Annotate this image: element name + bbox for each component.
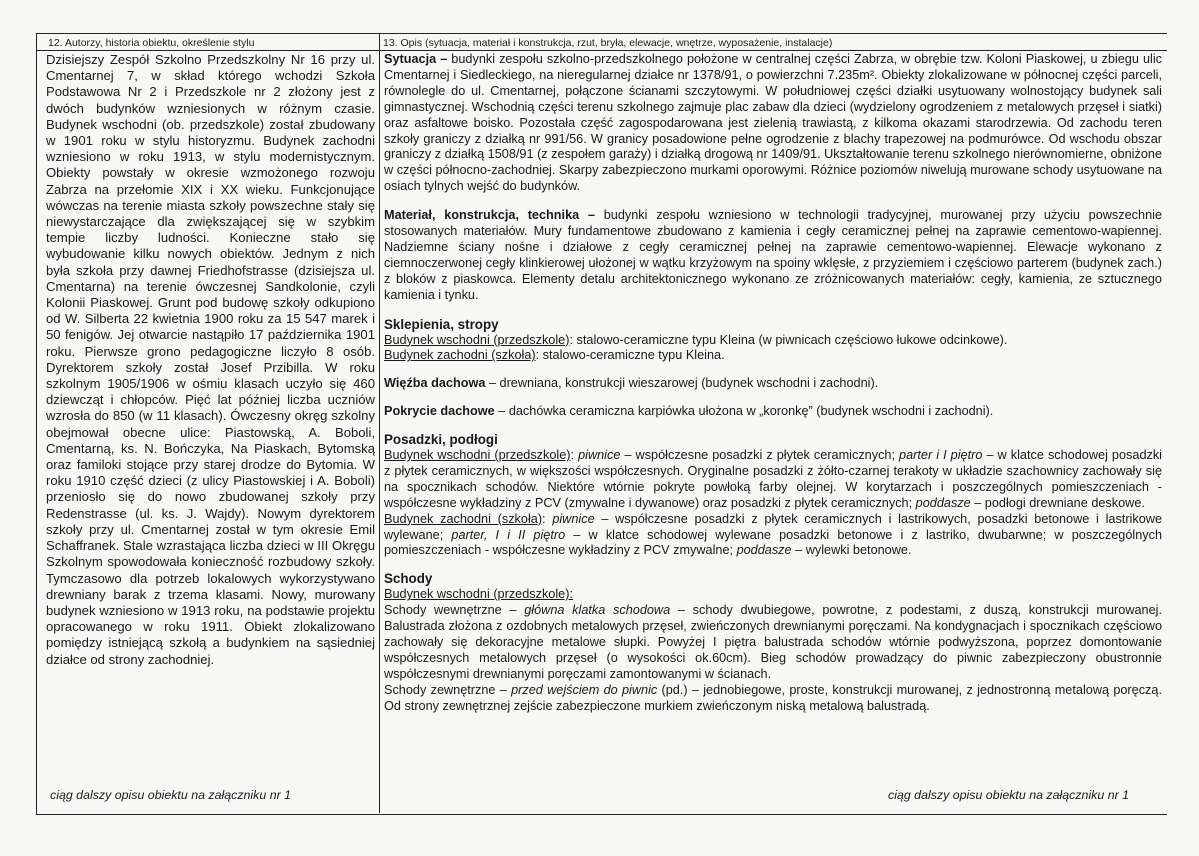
schody-east-label: Budynek wschodni (przedszkole):: [384, 587, 573, 602]
schody-external-i1: przed wejściem do piwnic: [511, 682, 658, 697]
posadzki-heading: Posadzki, podłogi: [384, 432, 498, 448]
wiezba-paragraph: [384, 376, 1162, 392]
schody-external: [384, 683, 1162, 715]
sytuacja-paragraph: [384, 52, 1162, 195]
posadzki-west-label: Budynek zachodni (szkoła): [384, 511, 543, 526]
material-heading: Materiał, konstrukcja, technika –: [384, 208, 595, 223]
section-12-header: 12. Autorzy, historia obiektu, określenie stylu: [48, 37, 255, 49]
sytuacja-heading: Sytuacja –: [384, 52, 448, 66]
sklepienia-east: [384, 333, 1162, 349]
posadzki-east-t4: – podłogi drewniane deskowe.: [970, 495, 1145, 510]
posadzki-east-t3: – w klatce schodowej posadzki z płytek ceramicznych, w większości współczesnych. Oryginalne posadzki z żółto-czarnej terakoty w układzie szachownicy zachowały się na spocznikach schodów. Niektóre wtórnie pokryte powłoką farby olejnej. W korytarzach i poszczególnych pomieszczeniach - współczesne wykładziny z PCV (zmywalne i dywanowe) oraz posadzki z płytek ceramicznych;: [384, 448, 1163, 510]
history-text: Dzisiejszy Zespół Szkolno Przedszkolny Nr 16 przy ul. Cmentarnej 7, w skład którego wchodzi Szkoła Podstawowa Nr 2 i Przedszkole nr 2 złożony jest z dwóch budynków wzniesionych w różnym czasie. Budynek wschodni (ob. przedszkole) został zbudowany w 1901 roku w stylu historyzmu. Budynek zachodni wzniesiono w roku 1913, w stylu modernistycznym. Obiekty powstały w okresie wzmożonego rozwoju Zabrza na przełomie XIX i XX wieku. Funkcjonujące wówczas na terenie miasta szkoły powszechne stały się niewystarczające dla zwiększającej się w szybkim tempie liczby ludności. Konieczne stało się wybudowanie kilku nowych obiektów. Jednym z nich była szkoła przy dawnej Friedhofstrasse (dzisiejsza ul. Cmentarna) na terenie ówczesnej Sandkolonie, czyli Kolonii Piaskowej. Grunt pod budowę szkoły odkupiono od W. Silberta 22 kwietnia 1900 roku za 15 547 marek i 50 fenigów. Jej otwarcie nastąpiło 17 października 1901 roku. Pierwsze grono pedagogiczne liczyło 8 osób. Dyrektorem szkoły został Josef Przibilla. W roku szkolnym 1905/1906 w ośmiu klasach uczyło się 460 dziewcząt i chłopców. Pięć lat później liczba uczniów wzrosła do 850 (w 11 klasach). Ówczesny okręg szkolny obejmował obecne ulice: Piastowską, A. Boboli, Cmentarną, ks. N. Bończyka, Na Piaskach, Bytomską oraz familoki stojące przy starej drodze do Bytomia. W roku 1910 część dzieci (z ulicy Piastowskiej i A. Boboli) przeniosło się do nowo zbudowanej szkoły przy Redenstrasse (ul. ks. J. Wajdy). Nowym dyrektorem szkoły przy ul. Cmentarnej został w tym okresie Emil Schaffranek. Stale wzrastająca liczba dzieci w III Okręgu Szkolnym spowodowała konieczność rozbudowy szkoły. Tymczasowo dla potrzeb lokalowych wykorzystywano drewniany barak z trzema klasami. Nowy, murowany budynek wzniesiono w 1913 roku, na podstawie projektu opracowanego w roku 1911. Obiekt zlokalizowano pomiędzy istniejącą szkołą a budynkiem na sąsiedniej działce od strony zachodniej.: [46, 52, 375, 667]
posadzki-west-t1: :: [542, 511, 553, 526]
schody-internal-i1: główna klatka schodowa: [524, 603, 671, 618]
header-rule-left: [36, 50, 380, 51]
posadzki-east-label: Budynek wschodni (przedszkole): [384, 448, 571, 463]
wiezba-text: – drewniana, konstrukcji wieszarowej (budynek wschodni i zachodni).: [485, 376, 879, 391]
sklepienia-section: [384, 317, 1162, 365]
posadzki-east-i3: poddasze: [915, 495, 971, 510]
sklepienia-east-text: : stalowo-ceramiczne typu Kleina (w piwnicach częściowo łukowe odcinkowe).: [569, 332, 1008, 347]
posadzki-west-i2: parter, I i II piętro: [451, 527, 566, 542]
sytuacja-text: budynki zespołu szkolno-przedszkolnego położone w centralnej części Zabrza, w obrębie tzw. Koloni Piaskowej, u zbiegu ulic Cmentarnej i Siedleckiego, na nieregularnej działce nr 1378/91, o powierzchni 7.235m². Obiekty zlokalizowane w północnej części parceli, równolegle do ul. Cmentarnej, połączone ścianami szczytowymi. W południowej części działki usytuowany wolnostojący budynek sali gimnastycznej. Wschodnią części terenu szkolnego zajmuje plac zabaw dla dzieci (wydzielony ogrodzeniem z metalowych przęseł i siatki) oraz asfaltowe boisko. Pozostała część zagospodarowana jest zielenią trawiastą, z kilkoma okazami starodrzewia. Od zachodu teren szkoły graniczy z działką nr 991/56. W granicy posadowione pełne ogrodzenie z blachy trapezowej na podmurówce. Od wschodu obszar graniczy z działką 1508/91 (z zespołem garaży) i działką drogową nr 1409/91. Ukształtowanie terenu szkolnego nierównomierne, obniżone w części północno-zachodniej. Skarpy zabezpieczono murkami oporowymi. Różnice poziomów niwelują murowane schody usytuowane na osiach tylnych wejść do budynków.: [384, 52, 1162, 194]
posadzki-west-i1: piwnice: [552, 511, 595, 526]
posadzki-east-i2: parter i I piętro: [899, 448, 983, 463]
posadzki-west: [384, 512, 1162, 560]
footer-continuation-left: ciąg dalszy opisu obiektu na załączniku nr 1: [50, 788, 292, 802]
section-13-header: 13. Opis (sytuacja, materiał i konstrukcja, rzut, bryła, elewacje, wnętrze, wyposażenie, instalacje): [383, 37, 833, 49]
description-column: [384, 52, 1162, 715]
schody-external-t2: (pd.) – jednobiegowe, proste, konstrukcji murowanej, z jednostronną metalową poręczą. Od strony zewnętrznej zejście zabezpieczone murkiem zwieńczonym niską metalową balustradą.: [384, 682, 1162, 713]
material-text: budynki zespołu wzniesiono w technologii tradycyjnej, murowanej przy użyciu powszechnie stosowanych materiałów. Mury fundamentowe zbudowano z kamienia i cegły ceramicznej pełnej na zaprawie cementowo-wapiennej. Nadziemne ściany nośne i działowe z cegły ceramicznej pełnej na zaprawie cementowo-wapiennej. Elewacje wykonano z ciemnoczerwonej cegły klinkierowej ułożonej w wątku krzyżowym na spoiny wklęsłe, z przyziemiem i częściowo parterem (budynek zach.) z bloków z piaskowca. Elementy detalu architektonicznego wykonano ze zróżnicowanych materiałów: cegły, kamienia, ze sztucznego kamienia i tynku.: [384, 208, 1162, 302]
footer-continuation-right: ciąg dalszy opisu obiektu na załączniku nr 1: [888, 788, 1130, 802]
posadzki-east-i1: piwnice: [578, 448, 621, 463]
schody-internal-t1: Schody wewnętrzne –: [384, 603, 525, 618]
sklepienia-west-text: : stalowo-ceramiczne typu Kleina.: [535, 348, 725, 363]
sklepienia-west: [384, 348, 1162, 364]
schody-internal: [384, 603, 1162, 683]
sklepienia-heading: Sklepienia, stropy: [384, 316, 499, 332]
pokrycie-paragraph: [384, 404, 1162, 420]
posadzki-west-i3: poddasze: [736, 543, 792, 558]
schody-internal-t2: – schody dwubiegowe, powrotne, z podestami, z duszą, konstrukcji murowanej. Balustrada złożona z ozdobnych metalowych przęseł, zwieńczonych drewnianymi poręczami. Na kondygnacjach i spocznikach częściowo zachowały się dekoracyjne metalowe słupki. Powyżej I piętra balustrada schodów wtórnie podwyższona, poprzez domontowanie współczesnych metalowych przęseł (o wysokości ok.60cm). Bieg schodów prowadzący do piwnic zabezpieczony obustronnie współczesnymi drewnianymi poręczami zamontowanymi w ścianach.: [384, 603, 1163, 681]
posadzki-section: [384, 432, 1162, 559]
posadzki-west-t2: – współczesne posadzki z płytek ceramicznych i lastrikowych, posadzki betonowe i lastrikowe wylewane;: [384, 511, 1162, 542]
header-rule-right: [380, 50, 1167, 51]
material-paragraph: [384, 208, 1162, 303]
schody-section: [384, 571, 1162, 714]
sklepienia-east-label: Budynek wschodni (przedszkole): [384, 332, 570, 347]
wiezba-heading: Więźba dachowa: [384, 376, 486, 391]
posadzki-west-t3: – w klatce schodowej wylewane posadzki betonowe i z lastriko, dwubarwne; w poszczególnych pomieszczeniach - współczesne wykładziny z PCV zmywalne;: [384, 527, 1163, 558]
pokrycie-text: – dachówka ceramiczna karpiówka ułożona w „koronkę” (budynek wschodni i zachodni).: [494, 404, 994, 419]
column-divider: [379, 33, 380, 813]
schody-heading: Schody: [384, 571, 433, 587]
posadzki-east-t1: :: [570, 448, 579, 463]
posadzki-east-t2: – współczesne posadzki z płytek ceramicznych;: [620, 448, 900, 463]
schody-external-t1: Schody zewnętrzne –: [384, 682, 512, 697]
posadzki-east: [384, 448, 1162, 512]
sklepienia-west-label: Budynek zachodni (szkoła): [384, 348, 536, 363]
pokrycie-heading: Pokrycie dachowe: [384, 404, 495, 419]
posadzki-west-t4: – wylewki betonowe.: [791, 543, 912, 558]
